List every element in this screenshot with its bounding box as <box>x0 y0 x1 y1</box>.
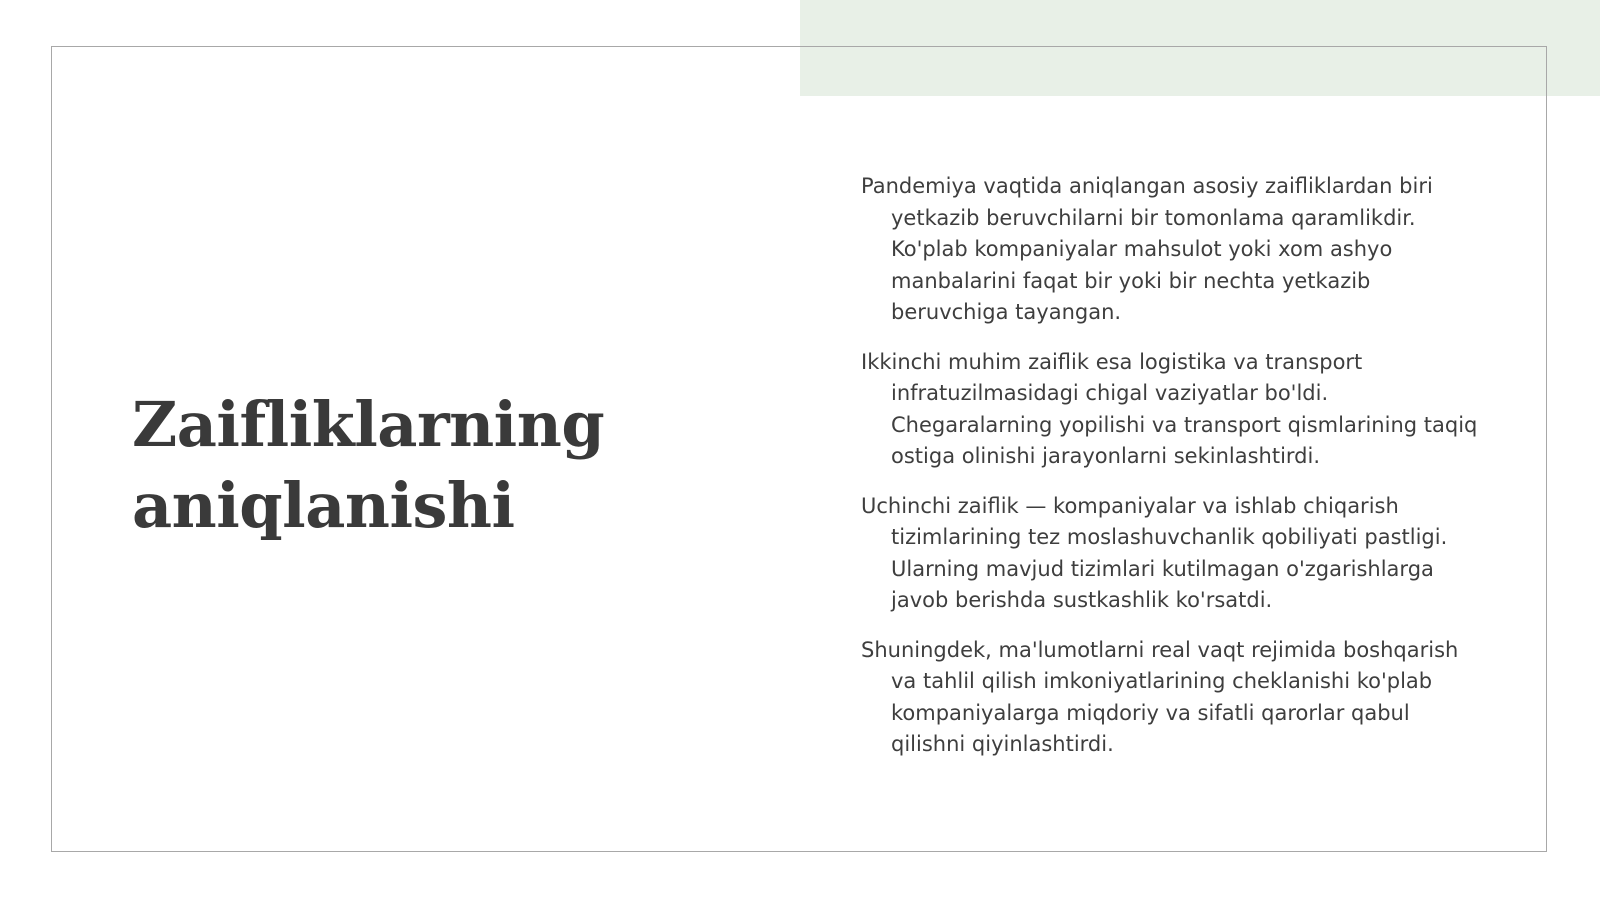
paragraph-logistics: Ikkinchi muhim zaiflik esa logistika va transport infratuzilmasidagi chigal vaziyatlar bo'ldi. Chegaralarning yopilishi va transport qismlarining taqiq ostiga olinishi jarayonlarni sekinlashtirdi. <box>861 349 1478 468</box>
paragraph-data-management: Shuningdek, ma'lumotlarni real vaqt rejimida boshqarish va tahlil qilish imkoniyatlarining cheklanishi ko'plab kompaniyalarga miqdoriy va sifatli qarorlar qabul qilishni qiyinlashtirdi. <box>861 637 1459 756</box>
body-text <box>861 171 1481 779</box>
title-line-2: aniqlanishi <box>132 469 515 542</box>
paragraph-flexibility: Uchinchi zaiflik — kompaniyalar va ishlab chiqarish tizimlarining tez moslashuvchanlik qobiliyati pastligi. Ularning mavjud tizimlari kutilmagan o'zgarishlarga javob berishda sustkashlik ko'rsatdi. <box>861 493 1448 612</box>
title-line-1: Zaifliklarning <box>132 388 605 461</box>
paragraph-supplier-dependency: Pandemiya vaqtida aniqlangan asosiy zaifliklardan biri yetkazib beruvchilarni bir tomonlama qaramlikdir. Ko'plab kompaniyalar mahsulot yoki xom ashyo manbalarini faqat bir yoki bir nechta yetkazib beruvchiga tayangan. <box>861 174 1433 324</box>
slide-title <box>132 384 772 546</box>
